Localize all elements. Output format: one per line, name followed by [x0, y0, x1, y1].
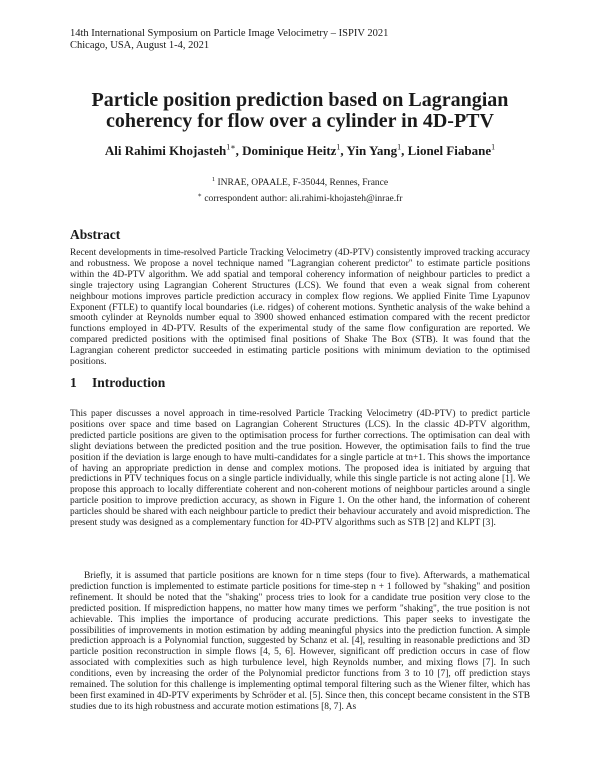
intro-paragraph-2: Briefly, it is assumed that particle positions are known for n time steps (four to five). Afterwards, a mathematical prediction function is implemented to estimate particle positions for time-step n + 1 followed by "shaking" and position refinement. It should be noted that the "shaking" process tries to look for a candidate true position very close to the predicted position. If misprediction happens, no matter how many times we perform "shaking", the true position is not achievable. This implies the importance of producing accurate predictions. This paper seeks to investigate the possibilities of improvements in motion estimation by adding meaningful physics into the prediction function. A simple prediction approach is a Polynomial function, suggested by Schanz et al. [4], resulting in reasonable predictions and 3D particle position reconstruction in simple flows [4, 5, 6]. However, significant off prediction occurs in case of flow associated with complexities such as high turbulence level, high Reynolds number, and mixing flows [7]. In such conditions, even by increasing the order of the Polynomial predictor functions from 3 to 10 [7], off prediction stays remained. The solution for this challenge is implementing optimal temporal filtering such as the Wiener filter, which has been first examined in 4D-PTV experiments by Schröder et al. [5]. Since then, this concept became consistent in the STB studies due to its high robustness and accurate motion estimations [8, 7]. As [70, 571, 530, 712]
abstract-text: Recent developments in time-resolved Particle Tracking Velocimetry (4D-PTV) consistently improved tracking accuracy and robustness. We propose a novel technique named "Lagrangian coherent predictor" to estimate particle positions within the 4D-PTV algorithm. We add spatial and temporal coherency information of neighbour particles to predict a single trajectory using Lagrangian Coherent Structures (LCS). We found that even a weak signal from coherent neighbour motions improves particle prediction accuracy in complex flow regions. We applied Finite Time Lyapunov Exponent (FTLE) to quantify local boundaries (i.e. ridges) of coherent motions. Synthetic analysis of the wake behind a smooth cylinder at Reynolds number equal to 3900 showed enhanced estimation compared with the recent predictor functions employed in 4D-PTV. Results of the experimental study of the same flow configuration are reported. We compared predicted positions with the optimised final positions of Shake The Box (STB). It was found that the Lagrangian coherent predictor succeeded in estimating particle positions with minimum deviation to the optimised positions. [70, 248, 530, 368]
author-list: Ali Rahimi Khojasteh$^{1∗}$, Dominique Heitz$^1$, Yin Yang$^1$, Lionel Fiabane$^1$ [104, 142, 496, 158]
intro-paragraph-1: This paper discusses a novel approach in time-resolved Particle Tracking Velocimetry (4D-PTV) to predict particle positions over space and time based on Lagrangian Coherent Structures (LCS). In the classic 4D-PTV algorithm, predicted particle positions are given to the optimisation process for further corrections. The optimisation can deal with slight deviations between the predicted position and the true position. However, the optimisation fails to find the true position if the deviation is large enough to have multi-candidates for a single particle at tn+1. This shows the importance of having an appropriate prediction in dense and complex motions. The proposed idea is initiated by arguing that predictions in PTV techniques focus on a single particle individually, while this single particle is not acting alone [1]. We propose this approach to locally differentiate coherent and non-coherent motions of neighbour particles around a single particle position to improve prediction accuracy, as shown in Figure 1. On the other hand, the information of coherent particles should be shared with each neighbour particle to predict their behaviour accurately and avoid misprediction. The present study was designed as a complementary function for 4D-PTV algorithms such as STB [2] and KLPT [3]. [70, 409, 530, 529]
correspondence-mark: ∗ [197, 191, 202, 199]
abstract-heading: Abstract [70, 227, 121, 242]
section-title: Introduction [92, 375, 166, 390]
conference-name: 14th International Symposium on Particle Image Velocimetry – ISPIV 2021 [70, 28, 389, 39]
affiliation [60, 177, 540, 189]
conference-location: Chicago, USA, August 1-4, 2021 [70, 40, 210, 51]
author-name: Yin Yang [346, 143, 398, 158]
affiliation-text: INRAE, OPAALE, F-35044, Rennes, France [217, 178, 389, 188]
author-mark: 1∗ [226, 142, 236, 152]
author-name: Lionel Fiabane [407, 143, 492, 158]
author-name: Dominique Heitz [242, 143, 337, 158]
correspondence-text: correspondent author: ali.rahimi-khojasteh@inrae.fr [204, 194, 403, 204]
author-mark: 1 [397, 142, 402, 152]
author-name: Ali Rahimi Khojasteh [104, 143, 227, 158]
section-heading [70, 375, 165, 390]
conference-header [70, 28, 388, 52]
affiliation-mark: 1 [211, 175, 216, 183]
author-mark: 1 [336, 142, 341, 152]
section-number: 1 [70, 375, 77, 390]
correspondence [60, 193, 540, 205]
author-mark: 1 [491, 142, 496, 152]
paper-title: Particle position prediction based on Lagrangian coherency for flow over a cylinder in 4D-PTV [91, 89, 509, 132]
